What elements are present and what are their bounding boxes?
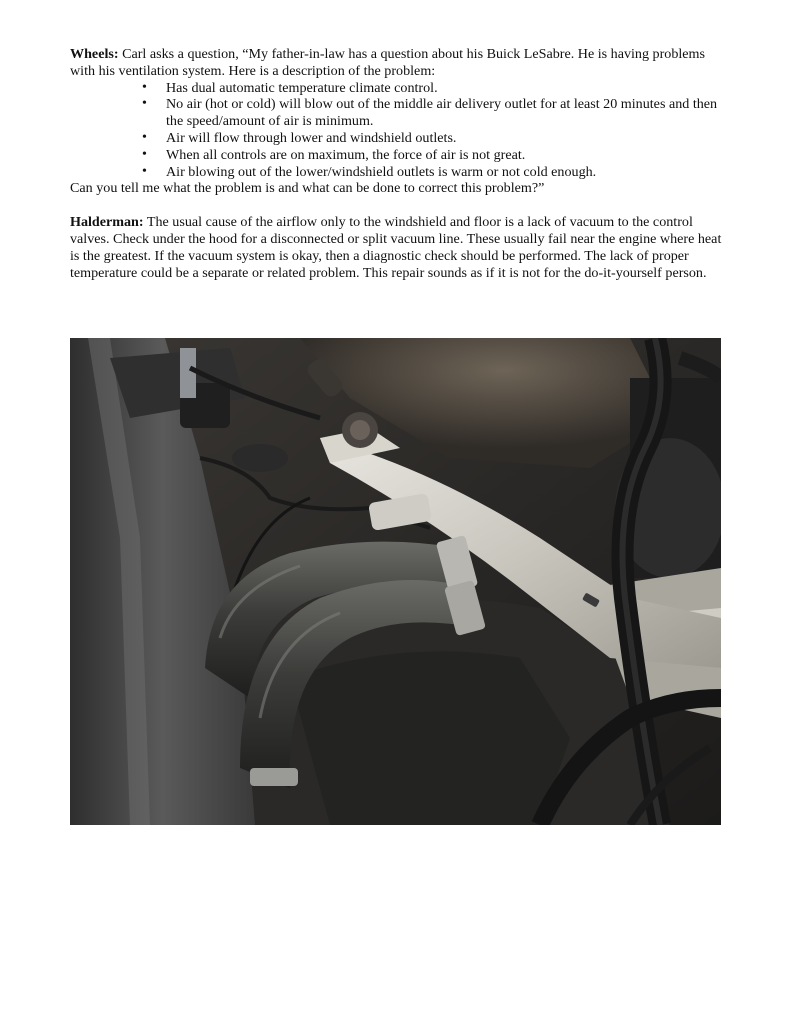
list-item: • Air blowing out of the lower/windshield outlets is warm or not cold enough.: [166, 164, 725, 181]
question-paragraph: [70, 46, 725, 80]
question-intro: Carl asks a question, “My father-in-law has a question about his Buick LeSabre. He is having problems with his ventilation system. Here is a description of the problem:: [70, 46, 705, 79]
list-item: • When all controls are on maximum, the force of air is not great.: [166, 147, 725, 164]
list-item: • No air (hot or cold) will blow out of the middle air delivery outlet for at least 20 minutes and then the speed/amount of air is minimum.: [166, 96, 725, 130]
engine-bay-illustration: [70, 338, 721, 825]
answer-text: The usual cause of the airflow only to the windshield and floor is a lack of vacuum to the control valves. Check under the hood for a disconnected or split vacuum line. These usually fail near the engine where heat is the greatest. If the vacuum system is okay, then a diagnostic check should be performed. The lack of proper temperature could be a separate or related problem. This repair sounds as if it is not for the do-it-yourself person.: [70, 214, 722, 281]
engine-bay-photo: [70, 338, 721, 825]
paragraph-gap: [70, 197, 725, 214]
problem-list: [70, 80, 725, 181]
article-text: [70, 46, 725, 281]
question-speaker: Wheels:: [70, 46, 119, 62]
question-closing: Can you tell me what the problem is and what can be done to correct this problem?”: [70, 180, 545, 197]
list-item: • Has dual automatic temperature climate control.: [166, 80, 725, 97]
answer-paragraph: [70, 214, 725, 281]
list-item: • Air will flow through lower and windshield outlets.: [166, 130, 725, 147]
answer-speaker: Halderman:: [70, 214, 144, 231]
